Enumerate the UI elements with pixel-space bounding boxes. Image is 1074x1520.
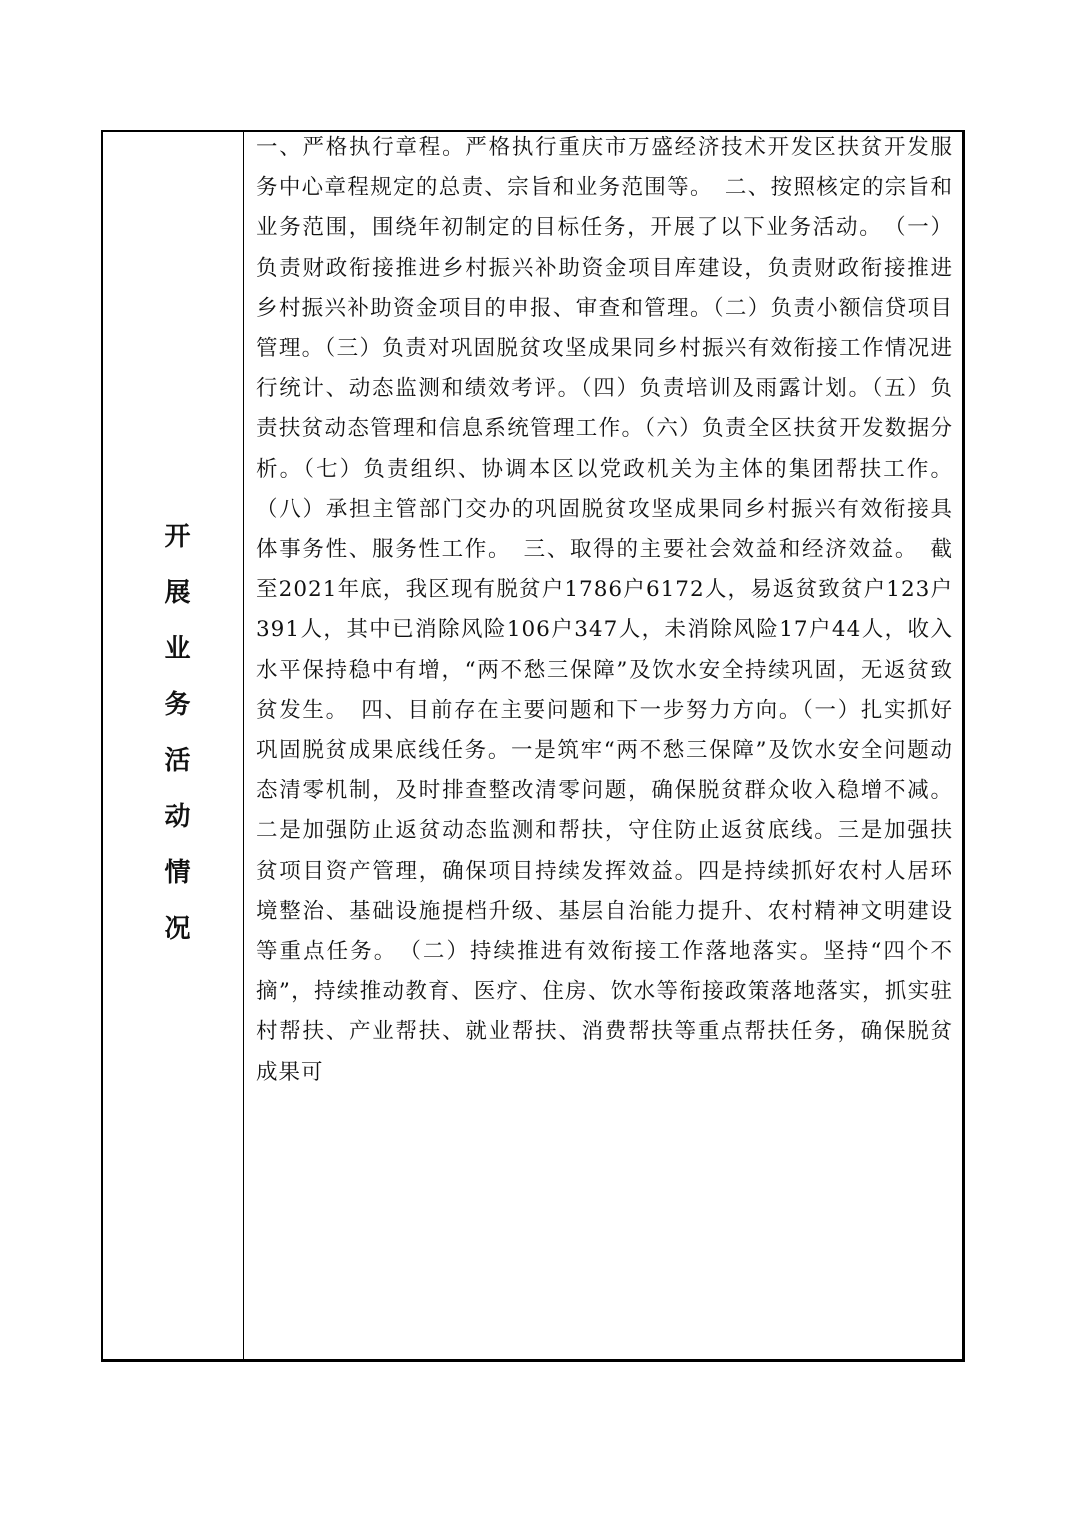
row-content-cell bbox=[244, 132, 962, 1359]
row-label: 开展业务活动情况 bbox=[160, 521, 190, 970]
activity-table bbox=[101, 130, 965, 1362]
activity-description: 一、严格执行章程。严格执行重庆市万盛经济技术开发区扶贫开发服务中心章程规定的总责、宗旨和业务范围等。 二、按照核定的宗旨和业务范围，围绕年初制定的目标任务，开展了以下业务活动。 （一）负责财政衔接推进乡村振兴补助资金项目库建设，负责财政衔接推进乡村振兴补助资金项目的申报、审查和管理。（二）负责小额信贷项目管理。（三）负责对巩固脱贫攻坚成果同乡村振兴有效衔接工作情况进行统计、动态监测和绩效考评。（四）负责培训及雨露计划。（五）负责扶贫动态管理和信息系统管理工作。（六）负责全区扶贫开发数据分析。（七）负责组织、协调本区以党政机关为主体的集团帮扶工作。（八）承担主管部门交办的巩固脱贫攻坚成果同乡村振兴有效衔接具体事务性、服务性工作。 三、取得的主要社会效益和经济效益。 截至2021年底，我区现有脱贫户1786户6172人，易返贫致贫户123户391人，其中已消除风险106户347人，未消除风险17户44人，收入水平保持稳中有增，“两不愁三保障”及饮水安全持续巩固，无返贫致贫发生。 四、目前存在主要问题和下一步努力方向。（一）扎实抓好巩固脱贫成果底线任务。一是筑牢“两不愁三保障”及饮水安全问题动态清零机制，及时排查整改清零问题，确保脱贫群众收入稳增不减。二是加强防止返贫动态监测和帮扶，守住防止返贫底线。三是加强扶贫项目资产管理，确保项目持续发挥效益。四是持续抓好农村人居环境整治、基础设施提档升级、基层自治能力提升、农村精神文明建设等重点任务。 （二）持续推进有效衔接工作落地落实。坚持“四个不摘”，持续推动教育、医疗、住房、饮水等衔接政策落地落实，抓实驻村帮扶、产业帮扶、就业帮扶、消费帮扶等重点帮扶任务，确保脱贫成果可 bbox=[256, 135, 953, 1085]
row-label-cell bbox=[103, 132, 244, 1359]
